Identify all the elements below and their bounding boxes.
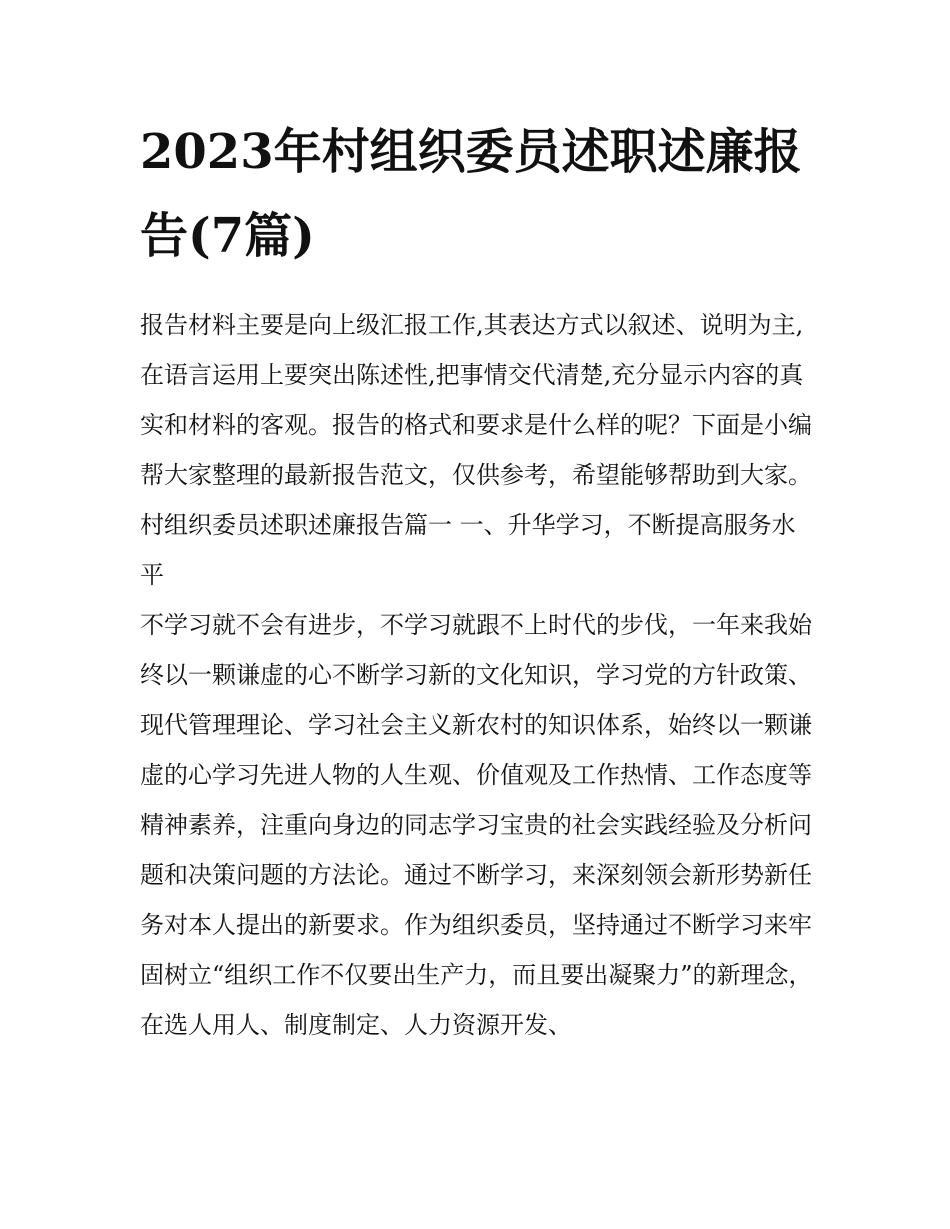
intro-paragraph: 报告材料主要是向上级汇报工作,其表达方式以叙述、说明为主,在语言运用上要突出陈述性,把事情交代清楚,充分显示内容的真实和材料的客观。报告的格式和要求是什么样的呢？下面是小编帮大家整理的最新报告范文，仅供参考，希望能够帮助到大家。 [140,311,812,489]
title-spacing [140,278,815,300]
document-title: 2023年村组织委员述职述廉报告(7篇) [140,124,802,264]
document-content [140,110,815,1050]
section-heading: 村组织委员述职述廉报告篇一 一、升华学习，不断提高服务水平 [140,511,796,589]
body-paragraph: 不学习就不会有进步，不学习就跟不上时代的步伐，一年来我始终以一颗谦虚的心不断学习新的文化知识，学习党的方针政策、现代管理理论、学习社会主义新农村的知识体系，始终以一颗谦虚的心学习先进人物的人生观、价值观及工作热情、工作态度等精神素养，注重向身边的同志学习宝贵的社会实践经验及分析问题和决策问题的方法论。通过不断学习，来深刻领会新形势新任务对本人提出的新要求。作为组织委员，坚持通过不断学习来牢固树立“组织工作不仅要出生产力，而且要出凝聚力”的新理念，在选人用人、制度制定、人力资源开发、 [140,611,813,1039]
